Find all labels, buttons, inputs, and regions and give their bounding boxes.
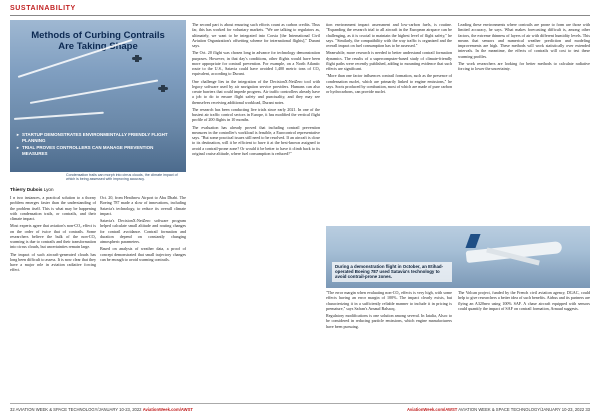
article-column-4-lower xyxy=(326,290,452,400)
airplane-icon xyxy=(132,57,142,60)
headline-line-1: Methods of Curbing Contrails xyxy=(31,30,165,41)
hero-caption: Condensation trails can morph into cirrus clouds, the climate impact of which is being assessed with improving accuracy. xyxy=(66,173,178,182)
aircraft-fuselage xyxy=(466,241,563,263)
paragraph: "The error margin when evaluating non-CO₂ effects is very high, with some effects having an error margin of 100%. The impact clearly exists, but characterizing it in a sufficiently reliable manner to include it in pricing is premature," says Safran's Arnaud Balsacq. xyxy=(326,290,452,311)
article-column-1 xyxy=(10,195,96,400)
publication-name-right: AVIATION WEEK & SPACE TECHNOLOGY/JANUARY 10-23, 2022 xyxy=(458,407,585,412)
paragraph: "More than one factor influences contrail formation, such as the presence of condensation nuclei, which are primarily linked to engine emissions," he says. Soots produced by combustion, most of which are made of pure carbon or hydrocarbons, can provide nuclei. xyxy=(326,73,452,94)
author-location: Lyon xyxy=(43,187,54,192)
paragraph: The Volcan project, funded by the French civil aviation agency, DGAC, could help to give researchers a better idea of such benefits. Airbus and its partners are flying an A320neo using 100% SAF. A chase aircraft equipped with sensors could quantify the impact of SAF on contrail formation, Arnaud suggests. xyxy=(458,290,590,311)
paragraph: tion environment impact assessment and low-carbon fuels, is routine. "Expanding the research trial to all aircraft in the European airspace can be challenging, as it is crucial to maintain the highest level of flight safety," he says. "Similarly, the compatibility with the way traffic is organized and the overall impact on fuel consumption has to be assessed." xyxy=(326,22,452,48)
aircraft-tail xyxy=(465,234,480,248)
aircraft-photo xyxy=(326,226,590,288)
bullet-item: ► STARTUP DEMONSTRATES ENVIRONMENTALLY FRIENDLY FLIGHT PLANNING xyxy=(16,132,176,143)
paragraph: I n two instances, a practical solution to a thorny problem emerges faster than the understanding of the problem itself. This is what may be happening with condensation trails, or contrails, and their climate impact. xyxy=(10,195,96,221)
paragraph: Most experts agree that aviation's non-CO₂ effect is on the order of twice that of contrails. Some researchers believe the bulk of the non-CO₂ warming is due to contrails and their transformation into cirrus clouds, but uncertainties remain large. xyxy=(10,223,96,250)
article-column-3 xyxy=(192,22,320,400)
footer-right xyxy=(407,407,590,412)
page-number-left: 32 xyxy=(10,407,15,412)
publication-name-left: AVIATION WEEK & SPACE TECHNOLOGY/JANUARY 10-23, 2022 xyxy=(15,407,142,412)
page-number-right: 33 xyxy=(585,407,590,412)
contrail-2 xyxy=(30,79,158,104)
paragraph: Oct. 20, from Heathrow Airport to Abu Dhabi. The Boeing 787 made a slow of innovations, including Satavia's technology, to reduce its overall climate impact. xyxy=(100,195,186,216)
hero-illustration xyxy=(10,20,186,172)
website-link-right[interactable]: AviationWeek.com/AWST xyxy=(407,407,458,412)
paragraph: The work researchers are looking for better methods to calculate radiative forcing to lower the uncertainty. xyxy=(458,60,590,71)
bullet-item: ► TRIAL PROVES CONTROLLERS CAN MANAGE PREVENTION MEASURES xyxy=(16,145,176,156)
contrail-3 xyxy=(14,112,104,120)
paragraph: Regulatory modifications is one solution among several. In Iatalia, Alsoc to be considered in reducing particle emissions, which engine manufacturers have been pursuing. xyxy=(326,313,452,329)
paragraph: The impact of such aircraft-generated clouds has long been difficult to assess. It is now clear that they have a major role in aviation radiative forcing effect. xyxy=(10,251,96,273)
paragraph: Leading these environments where contrails are prone to form are those with limited accuracy, he says. What makes forecasting difficult is, among other factors, the extreme thinness of layers of air with different humidity levels. This means that sensors and numerical weather prediction and modeling improvements are high. These methods will work statistically over extended intervals. In the meantime, the effects of contrails will cost to test these warming profiles. xyxy=(458,22,590,59)
paragraph: The research has been conducting live trials since early 2021. In one of the busiest air traffic control sectors in Europe, it has modified the vertical flight profile of 200 flights in 10 months. xyxy=(192,106,320,123)
article-column-5 xyxy=(458,22,590,222)
header-divider xyxy=(10,15,590,16)
article-column-5-lower xyxy=(458,290,590,400)
paragraph: Satavia's DecisionX:NetZero software program helped calculate small altitude and routing changes for contrail avoidance. Contrail formation and duration depend on constantly changing atmospheric parameters. xyxy=(100,218,186,244)
article-column-4 xyxy=(326,22,452,222)
paragraph: Based on analysis of weather data, a proof of concept demonstrated that small trajectory changes can be enough to avoid warming contrails. xyxy=(100,246,186,262)
paragraph: The second part is about ensuring such efforts count as carbon credits. Thus far, this has worked for voluntary markets. "We are talking to regulators as, ultimately, we want to be integrated into Corsia [the International Civil Aviation Organization's offsetting scheme for international flights]," Durant says. xyxy=(192,22,320,48)
byline xyxy=(10,187,54,192)
website-link-left[interactable]: AviationWeek.com/AWST xyxy=(142,407,193,412)
section-label: SUSTAINABILITY xyxy=(10,5,76,12)
footer-left xyxy=(10,407,193,412)
author-name: Thierry Dubois xyxy=(10,187,43,192)
airplane-icon xyxy=(158,87,168,90)
paragraph: Meanwhile, more research is needed to better understand contrail formation dynamics. The results of a supercomputer-based study of climate-friendly flight paths were recently published, adding to mounting evidence that such effects are significant. xyxy=(326,50,452,71)
headline-line-2: Are Taking Shape xyxy=(58,41,138,52)
hero-bullets xyxy=(16,132,176,158)
photo-caption: During a demonstration flight in October, an Etihad-operated Boeing 787 used Satavia's technology to avoid contrail-prone zones. xyxy=(332,262,452,282)
paragraph: The Oct. 20 flight was chosen long in advance for technology demonstration purposes. However, in that day's conditions, other flights would have been more appropriate for contrail prevention. For example, on a North Atlantic route to the U.S., Satavia could have avoided 1,400 metric tons of CO₂ equivalent, according to Durant. xyxy=(192,50,320,77)
article-column-2 xyxy=(100,195,186,400)
footer-divider xyxy=(10,403,590,404)
paragraph: One challenge lies in the integration of the DecisionX:NetZero tool with legacy software used by air navigation service providers. Humans can also create barriers that could impede progress. Air traffic controllers already have a job to do to ensure flight safety and punctuality, and they may see themselves receiving additional workload, Durant notes. xyxy=(192,78,320,105)
paragraph: The evaluation has already proved that including contrail prevention measures in the controller's workload is feasible, a Eurocontrol representative says. "But some practical issues still need to be resolved. If an aircraft is close to its destination, will it be efficient to have it at the best-known assigned to avoid a contrail-prone zone? Or would it be better to have it climb back to its original cruise altitude, where fuel consumption is reduced?" xyxy=(192,124,320,156)
